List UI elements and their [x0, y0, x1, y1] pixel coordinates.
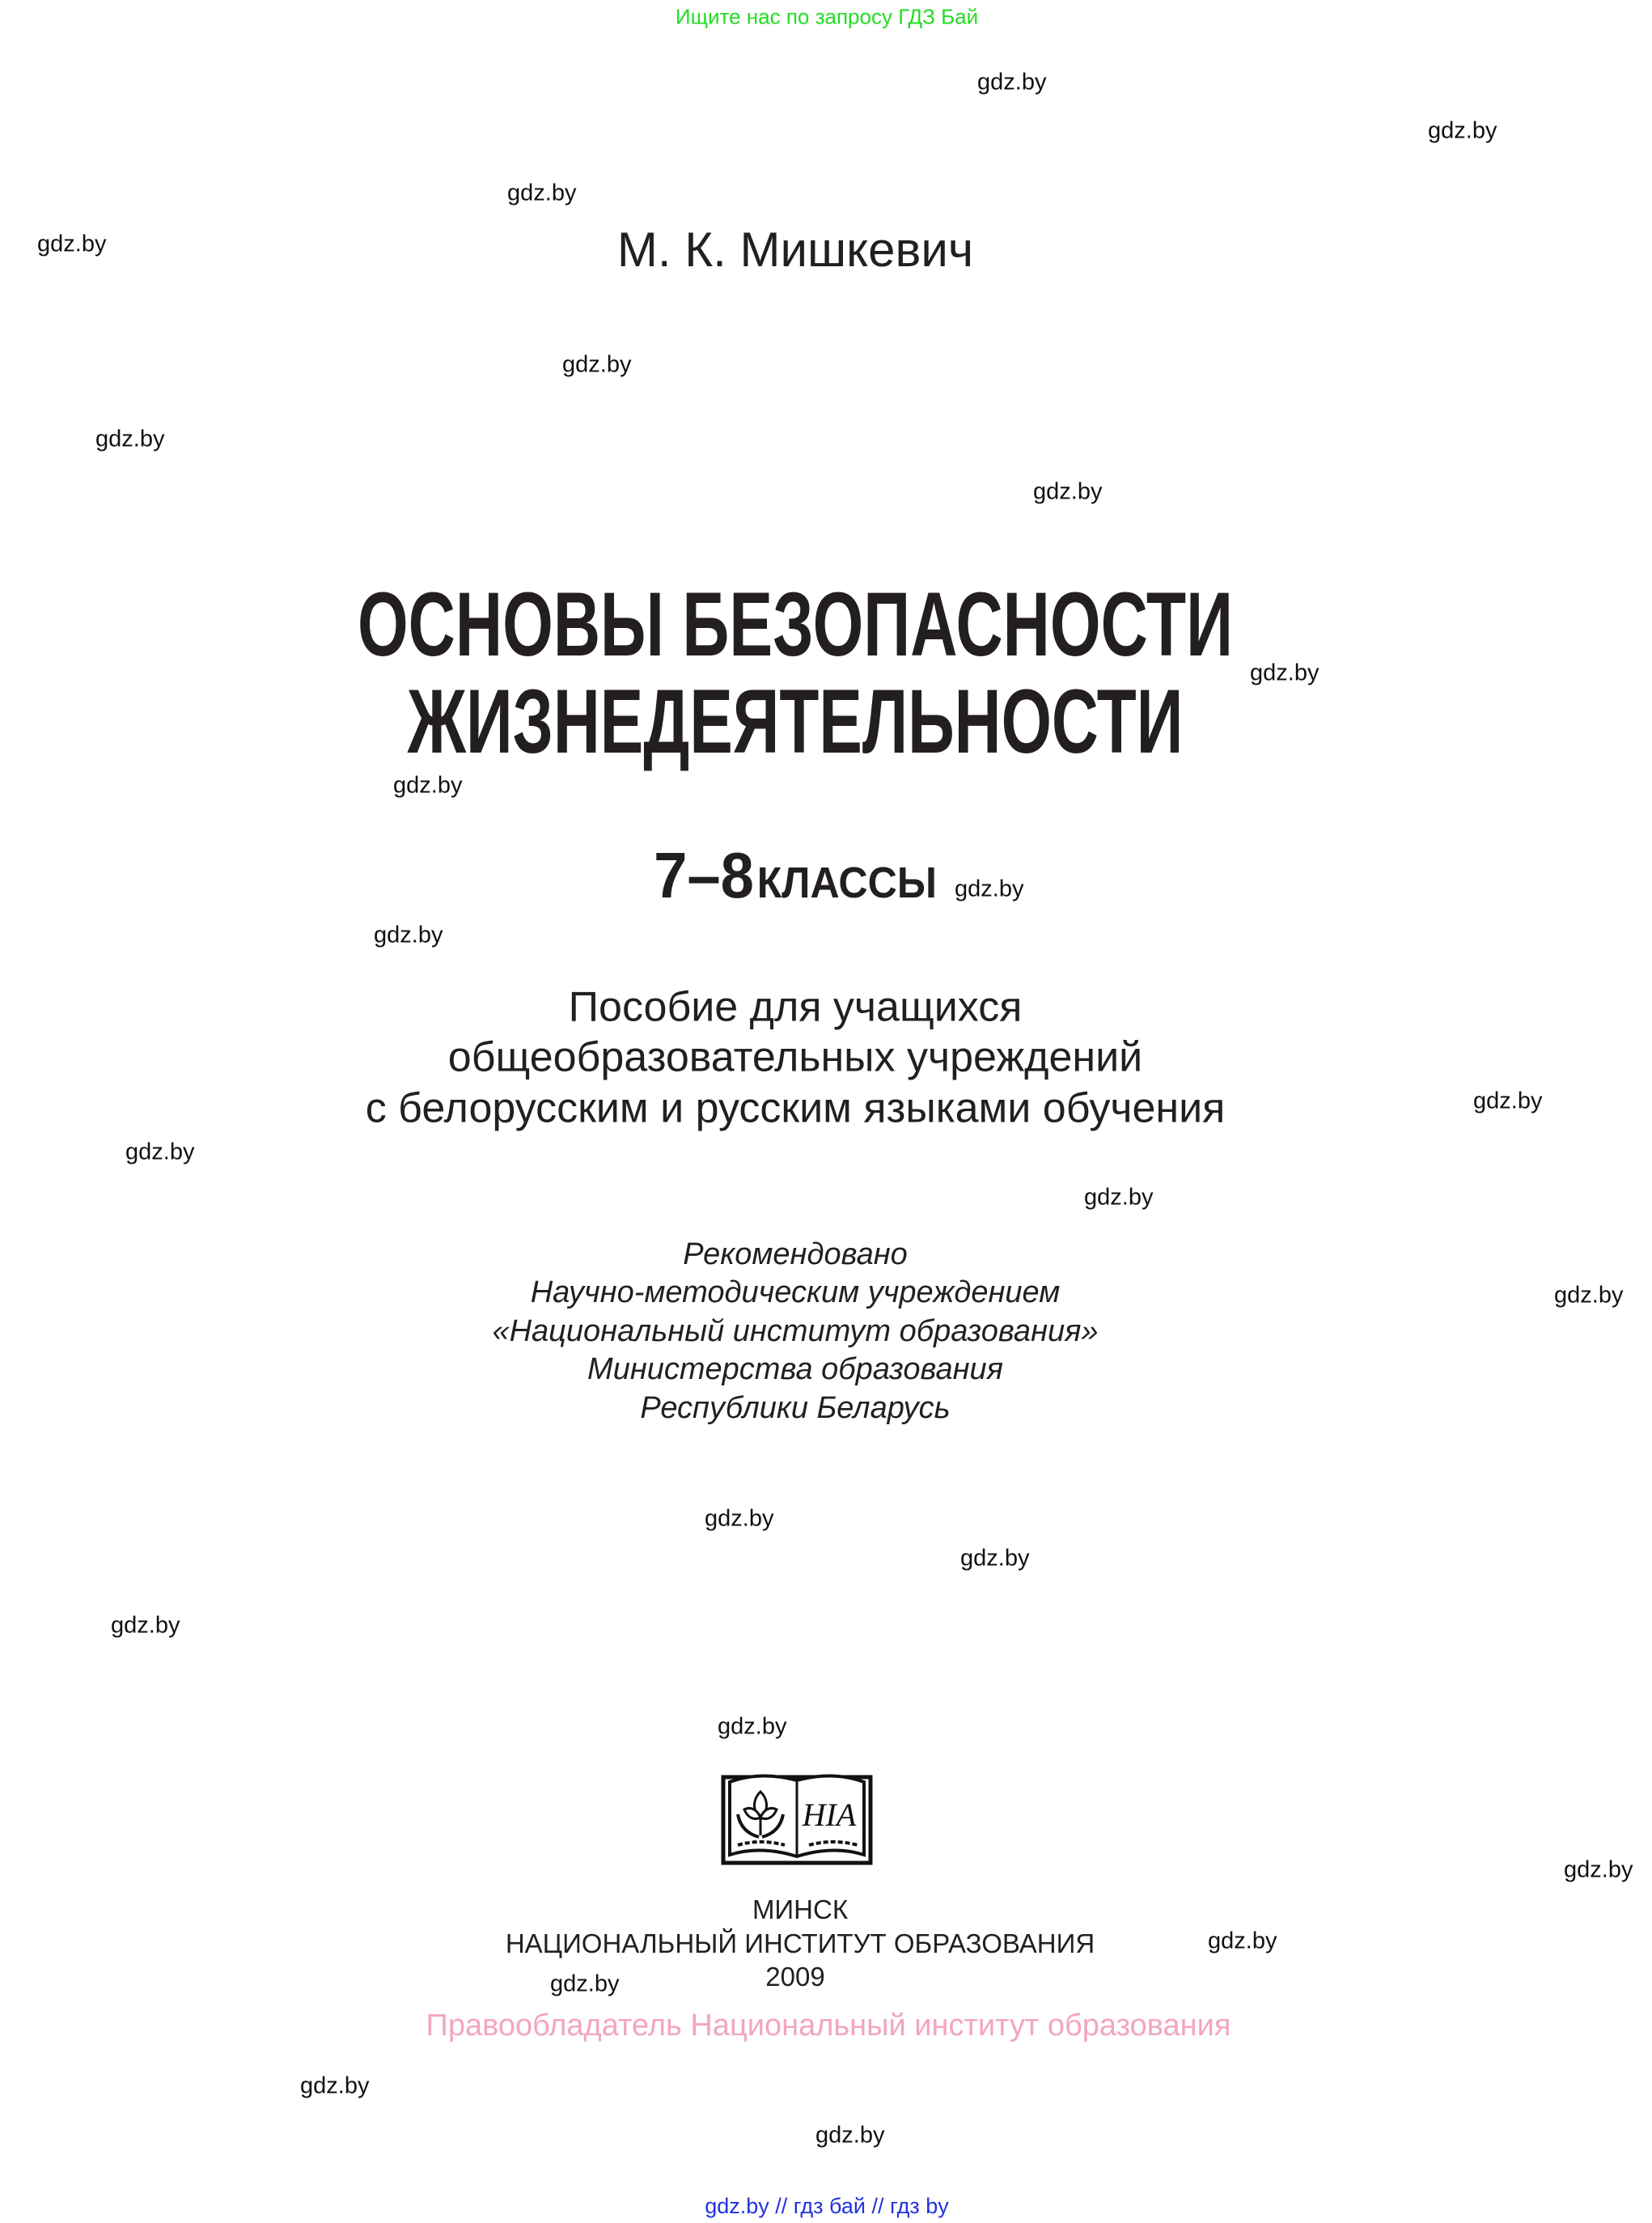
watermark: gdz.by — [550, 1971, 620, 1997]
publisher-name: НАЦИОНАЛЬНЫЙ ИНСТИТУТ ОБРАЗОВАНИЯ — [505, 1928, 1095, 1958]
publication-year: 2009 — [765, 1961, 825, 1992]
watermark: gdz.by — [507, 180, 577, 206]
watermark: gdz.by — [1084, 1184, 1154, 1211]
watermark: gdz.by — [1250, 660, 1319, 686]
watermark: gdz.by — [1208, 1928, 1277, 1954]
watermark: gdz.by — [300, 2072, 370, 2099]
subtitle-line: с белорусским и русским языками обучения — [365, 1084, 1226, 1132]
watermark: gdz.by — [111, 1612, 180, 1639]
watermark: gdz.by — [977, 69, 1047, 95]
recommendation-line: «Национальный институт образования» — [492, 1314, 1099, 1349]
logo-lettering: НІА — [802, 1797, 857, 1833]
author-name: М. К. Мишкевич — [616, 223, 974, 277]
watermark: gdz.by — [95, 426, 165, 452]
footer-site-links[interactable]: gdz.by // гдз бай // гдз by — [705, 2194, 949, 2219]
recommendation-line: Республики Беларусь — [640, 1391, 951, 1426]
watermark: gdz.by — [705, 1505, 774, 1532]
search-hint-banner: Ищите нас по запросу ГДЗ Бай — [675, 4, 979, 29]
copyright-holder-note: Правообладатель Национальный институт образования — [426, 2009, 1231, 2043]
watermark: gdz.by — [1554, 1282, 1624, 1309]
watermark: gdz.by — [1428, 117, 1497, 144]
watermark: gdz.by — [125, 1139, 195, 1165]
publisher-logo — [720, 1767, 874, 1871]
recommendation-line: Министерства образования — [587, 1352, 1003, 1387]
watermark: gdz.by — [1564, 1856, 1633, 1883]
book-title-line-1: ОСНОВЫ БЕЗОПАСНОСТИ — [357, 574, 1234, 675]
grade-range — [654, 839, 937, 911]
watermark: gdz.by — [562, 351, 632, 378]
watermark: gdz.by — [955, 876, 1024, 902]
watermark: gdz.by — [1473, 1088, 1543, 1114]
watermark: gdz.by — [960, 1545, 1030, 1572]
subtitle-line: Пособие для учащихся — [568, 983, 1023, 1031]
watermark: gdz.by — [718, 1713, 787, 1740]
watermark: gdz.by — [1033, 478, 1103, 505]
watermark: gdz.by — [815, 2122, 885, 2149]
subtitle-line: общеобразовательных учреждений — [447, 1033, 1143, 1081]
watermark: gdz.by — [37, 231, 107, 257]
recommendation-line: Рекомендовано — [683, 1237, 908, 1272]
publisher-city: МИНСК — [752, 1894, 849, 1924]
watermark: gdz.by — [374, 922, 443, 948]
grade-numbers: 7–8 — [654, 839, 754, 911]
book-title-line-2: ЖИЗНЕДЕЯТЕЛЬНОСТИ — [407, 671, 1184, 772]
watermark: gdz.by — [393, 772, 463, 799]
recommendation-line: Научно-методическим учреждением — [530, 1275, 1061, 1310]
grade-word: КЛАССЫ — [756, 859, 937, 907]
